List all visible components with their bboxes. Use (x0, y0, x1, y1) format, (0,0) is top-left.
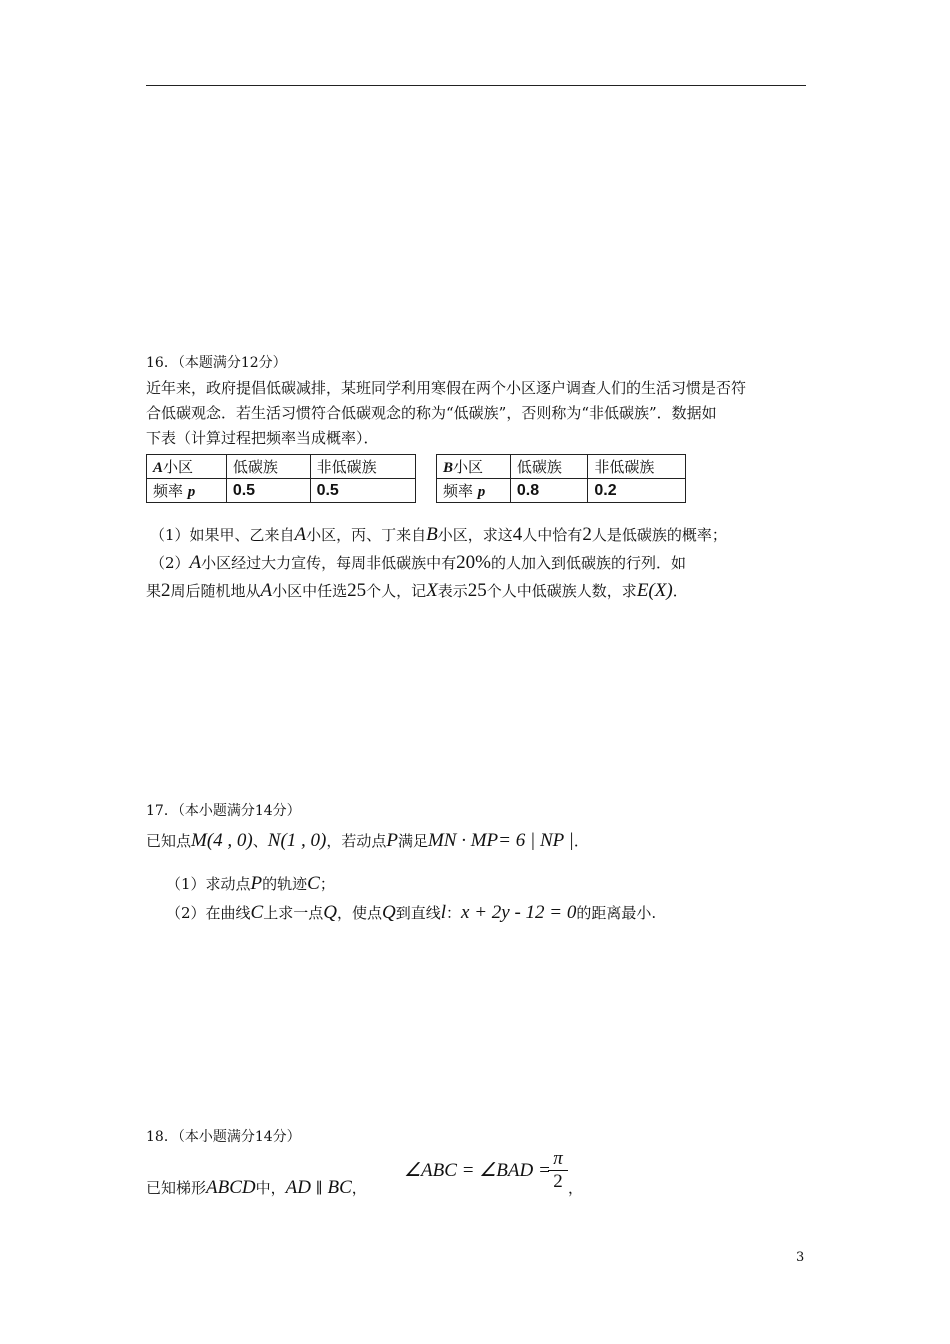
vector-equation-lhs: MN · MP (427, 830, 499, 851)
q18-comma: ， (568, 1179, 584, 1197)
q17-part1: （1）求动点P的轨迹C； (166, 873, 335, 894)
table-a-col-low-carbon: 低碳族 (226, 455, 310, 479)
table-b-value-1: 0.8 (510, 479, 588, 503)
q17-header: 17．（本小题满分14分） (146, 803, 301, 819)
q16-intro-line-3: 下表（计算过程把频率当成概率）． (146, 429, 379, 447)
header-rule (146, 85, 806, 86)
table-a-corner: A小区 (147, 455, 227, 479)
q16-part1: （1）如果甲、乙来自A小区，丙、丁来自B小区，求这4人中恰有2人是低碳族的概率； (150, 524, 727, 545)
fraction-denominator: 2 (553, 1171, 563, 1192)
q18-given: 已知梯形ABCD中，AD ∥ BC， (146, 1177, 367, 1198)
page-number: 3 (796, 1250, 805, 1265)
table-b-row-label: 频率 p (437, 479, 511, 503)
table-a-value-2: 0.5 (310, 479, 415, 503)
q17-part2: （2）在曲线C上求一点Q，使点Q到直线l：x + 2y - 12 = 0的距离最小. (166, 902, 657, 923)
table-a-col-non-low-carbon: 非低碳族 (310, 455, 415, 479)
table-a-row-label: 频率 p (147, 479, 227, 503)
fraction-numerator: π (548, 1148, 568, 1171)
table-b-col-non-low-carbon: 非低碳族 (588, 455, 686, 479)
q16-intro-line-1: 近年来，政府提倡低碳减排，某班同学利用寒假在两个小区逐户调查人们的生活习惯是否符 (146, 379, 747, 397)
vector-equation-rhs: = 6 | NP | (498, 830, 574, 851)
table-b-value-2: 0.2 (588, 479, 686, 503)
q18-header: 18．（本小题满分14分） (146, 1129, 301, 1145)
q16-header: 16．（本题满分12分） (146, 355, 287, 371)
q17-given: 已知点M(4 , 0)、N(1 , 0)，若动点P满足MN · MP= 6 | NP |． (146, 830, 589, 851)
table-b-col-low-carbon: 低碳族 (510, 455, 588, 479)
table-b-corner: B小区 (437, 455, 511, 479)
q18-angle-equation: ∠ABC = ∠BAD = (404, 1160, 551, 1181)
q16-part2-line2: 果2周后随机地从A小区中任选25个人，记X表示25个人中低碳族人数，求E(X)． (146, 580, 688, 601)
q16-intro-line-2: 合低碳观念．若生活习惯符合低碳观念的称为“低碳族”，否则称为“非低碳族”．数据如 (146, 404, 717, 422)
table-a-value-1: 0.5 (226, 479, 310, 503)
pi-over-two-fraction (548, 1148, 568, 1193)
table-a (146, 454, 416, 503)
table-b (436, 454, 686, 503)
q16-part2-line1: （2）A小区经过大力宣传，每周非低碳族中有20%的人加入到低碳族的行列．如 (150, 552, 687, 573)
